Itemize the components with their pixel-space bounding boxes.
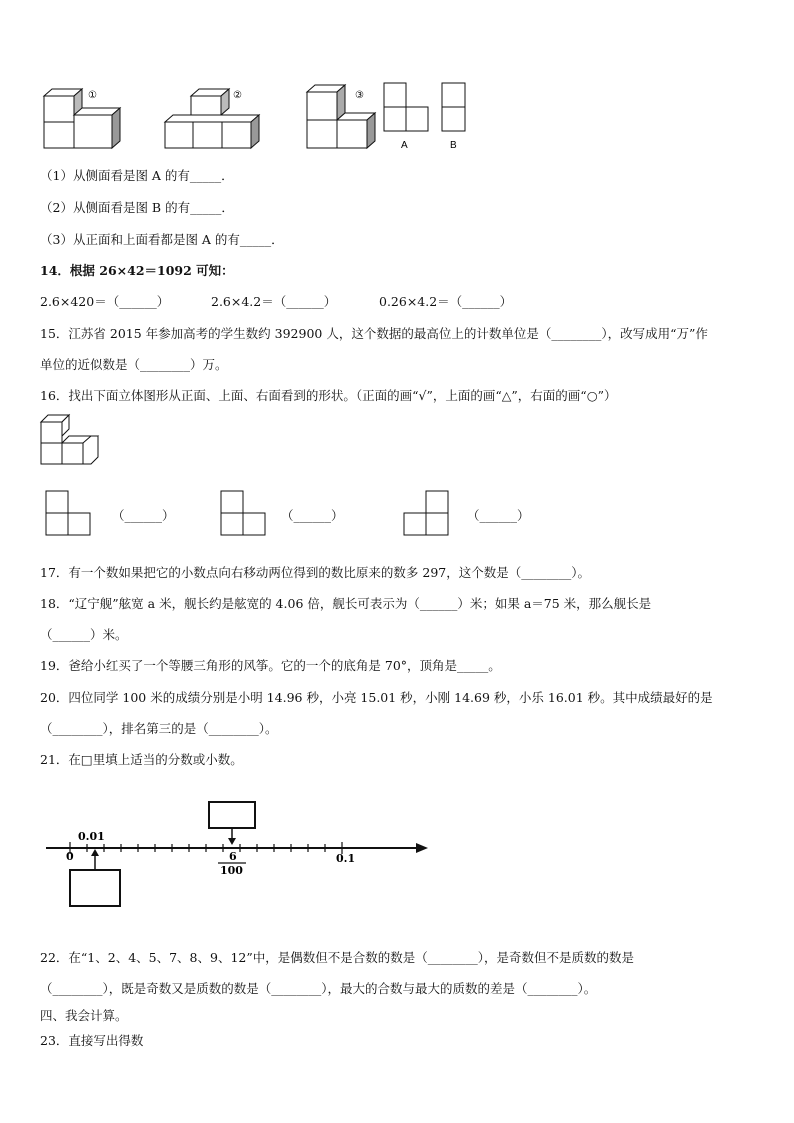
answer-box-top[interactable] (209, 802, 255, 828)
q21-number-line (40, 800, 430, 910)
q13-figure-1 (40, 88, 125, 150)
label-01: 0.1 (336, 852, 356, 865)
fig-label-3: ③ (355, 90, 364, 101)
q15-line2: 单位的近似数是（________）万。 (40, 357, 228, 372)
frac-denominator: 100 (220, 864, 243, 877)
q13-sub2: （2）从侧面看是图 B 的有_____． (40, 200, 234, 215)
q22-line1: 22．在“1、2、4、5、7、8、9、12”中，是偶数但不是合数的数是（________），是奇数但不是质数的数是 (40, 950, 635, 965)
q20-line2: （________），排名第三的是（________）。 (40, 721, 278, 736)
q16-blank-3[interactable]: （______） (467, 508, 530, 523)
q18-line1: 18．“辽宁舰”舷宽 a 米，舰长约是舷宽的 4.06 倍，舰长可表示为（______）米；如果 a＝75 米，那么舰长是 (40, 596, 652, 611)
q13-figure-3 (303, 84, 383, 150)
q13-figure-2 (163, 88, 263, 150)
fig-label-1: ① (88, 90, 97, 101)
q13-view-a (383, 82, 431, 152)
q16-blank-2[interactable]: （______） (281, 508, 344, 523)
q16-solid-figure (40, 414, 102, 466)
q14-item-3: 0.26×4.2＝（______） (379, 294, 513, 309)
q18-line2: （______）米。 (40, 627, 128, 642)
q13-sub3: （3）从正面和上面看都是图 A 的有_____． (40, 232, 284, 247)
q16-view-1 (45, 490, 95, 538)
q21-title: 21．在□里填上适当的分数或小数。 (40, 752, 243, 767)
q15-line1: 15．江苏省 2015 年参加高考的学生数约 392900 人，这个数据的最高位上的计数单位是（________），改写成用“万”作 (40, 326, 708, 341)
q19-text: 19．爸给小红买了一个等腰三角形的风筝。它的一个的底角是 70°，顶角是_____。 (40, 658, 501, 673)
label-001: 0.01 (78, 830, 105, 843)
section4-title: 四、我会计算。 (40, 1008, 128, 1023)
q17-text: 17．有一个数如果把它的小数点向右移动两位得到的数比原来的数多 297，这个数是（________）。 (40, 565, 590, 580)
q16-view-2 (220, 490, 270, 538)
q14-item-2: 2.6×4.2＝（______） (211, 294, 337, 309)
q16-blank-1[interactable]: （______） (112, 508, 175, 523)
fig-label-2: ② (233, 90, 242, 101)
q13-view-b (441, 82, 471, 152)
view-label-a: A (401, 140, 408, 151)
q16-view-3 (403, 490, 453, 538)
q14-title: 14．根据 26×42＝1092 可知： (40, 263, 234, 278)
answer-box-bottom[interactable] (70, 870, 120, 906)
q23-title: 23．直接写出得数 (40, 1033, 144, 1048)
label-0: 0 (66, 850, 74, 863)
q22-line2: （________），既是奇数又是质数的数是（________），最大的合数与最大的质数的差是（________）。 (40, 981, 597, 996)
q13-sub1: （1）从侧面看是图 A 的有_____． (40, 168, 234, 183)
q16-title: 16．找出下面立体图形从正面、上面、右面看到的形状。（正面的画“√”，上面的画“△”，右面的画“○”） (40, 388, 617, 403)
frac-numerator: 6 (229, 850, 237, 863)
view-label-b: B (450, 140, 457, 151)
q14-item-1: 2.6×420＝（______） (40, 294, 170, 309)
q20-line1: 20．四位同学 100 米的成绩分别是小明 14.96 秒，小亮 15.01 秒，小刚 14.69 秒，小乐 16.01 秒。其中成绩最好的是 (40, 690, 713, 705)
